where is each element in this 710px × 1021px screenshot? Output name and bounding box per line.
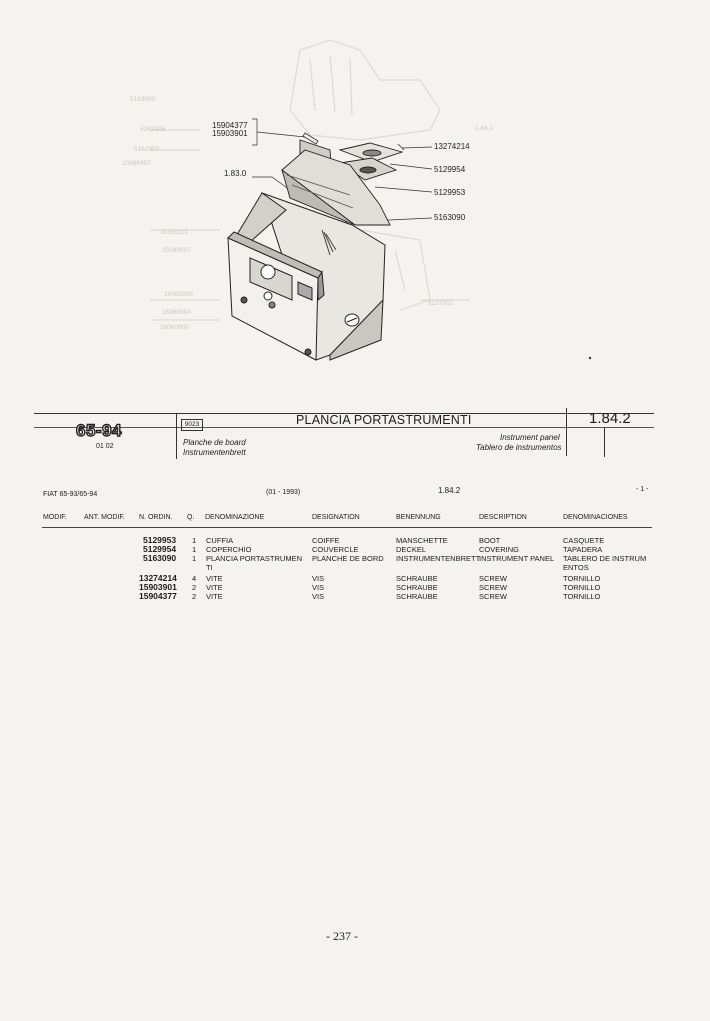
- part-name-de: SCHRAUBE: [396, 574, 438, 583]
- info-model: FIAT 65-93/65-94: [43, 491, 98, 498]
- header-divider-far: [604, 427, 605, 457]
- ghost-callout: 5127052: [428, 300, 454, 307]
- part-name-it: VITE: [206, 592, 223, 601]
- part-name-en: SCREW: [479, 574, 507, 583]
- part-number: 5129953: [143, 535, 177, 545]
- part-name-it: PLANCIA PORTASTRUMEN: [206, 554, 302, 563]
- part-name-es: TAPADERA: [563, 545, 603, 554]
- header-divider-right: [566, 408, 567, 456]
- table-row: [0, 536, 710, 545]
- callout-5129953: 5129953: [434, 188, 466, 197]
- table-row: [0, 563, 710, 572]
- part-name-en: COVERING: [479, 545, 520, 554]
- part-name-it: VITE: [206, 583, 223, 592]
- part-name-fr: PLANCHE DE BORD: [312, 554, 384, 563]
- part-name-es: TORNILLO: [563, 583, 601, 592]
- part-name-fr: VIS: [312, 574, 325, 583]
- page-reference: 1.84.2: [589, 410, 631, 427]
- exploded-diagram: [0, 0, 710, 400]
- part-number: 5163090: [143, 553, 177, 563]
- callout-1-83-0: 1.83.0: [224, 169, 247, 178]
- model-logo: 65-94: [76, 421, 122, 440]
- info-ref: 1.84.2: [438, 486, 461, 495]
- part-name-es: CASQUETE: [563, 536, 605, 545]
- ghost-callout: 1.84.1: [475, 125, 494, 132]
- part-name-fr: VIS: [312, 583, 325, 592]
- ghost-callout: 16156111: [160, 229, 188, 236]
- part-name-fr: COUVERCLE: [312, 545, 359, 554]
- section-code: 9023: [181, 419, 203, 431]
- part-name-it: COPERCHIO: [206, 545, 252, 554]
- part-name-de: MANSCHETTE: [396, 536, 448, 545]
- part-number: 5129954: [143, 544, 177, 554]
- ghost-callout: 15060909: [164, 291, 193, 298]
- part-name-fr: COIFFE: [312, 536, 340, 545]
- part-qty: 2: [192, 592, 197, 601]
- ghost-callout: 5162907: [134, 146, 160, 153]
- part-name-en: SCREW: [479, 592, 507, 601]
- header-divider-left: [176, 413, 177, 459]
- part-name-it: CUFFIA: [206, 536, 234, 545]
- table-row: [0, 574, 710, 583]
- part-name-es: TORNILLO: [563, 574, 601, 583]
- part-qty: 2: [192, 583, 197, 592]
- callout-5163090: 5163090: [434, 213, 466, 222]
- table-row: [0, 554, 710, 563]
- ghost-callout: 5163090: [130, 96, 156, 103]
- col-description: DESCRIPTION: [479, 514, 527, 521]
- model-code: 01 02: [96, 443, 114, 450]
- part-number: 13274214: [139, 573, 177, 583]
- subtitle-french: Planche de board: [183, 438, 246, 447]
- part-name-es: ENTOS: [563, 563, 589, 572]
- col-designation: DESIGNATION: [312, 514, 360, 521]
- part-qty: 4: [192, 574, 197, 583]
- part-name-de: INSTRUMENTENBRETT: [396, 554, 481, 563]
- part-name-es: TABLERO DE INSTRUM: [563, 554, 647, 563]
- ghost-callout: 15060907: [162, 247, 191, 254]
- part-qty: 1: [192, 536, 197, 545]
- table-row: [0, 583, 710, 592]
- col-ant-modif: ANT. MODIF.: [84, 514, 125, 521]
- ghost-callout: 10080457: [122, 160, 151, 167]
- part-number: 15903901: [139, 582, 177, 592]
- page-title: PLANCIA PORTASTRUMENTI: [296, 413, 472, 427]
- header-mid-rule: [34, 427, 654, 428]
- col-denominazione: DENOMINAZIONE: [205, 514, 265, 521]
- table-row: [0, 592, 710, 601]
- part-qty: 1: [192, 545, 197, 554]
- callout-5129954: 5129954: [434, 165, 466, 174]
- info-dates: (01 - 1993): [266, 489, 301, 496]
- col-modif: MODIF.: [43, 514, 67, 521]
- part-name-en: BOOT: [479, 536, 501, 545]
- column-rule: [42, 527, 652, 528]
- part-name-fr: VIS: [312, 592, 325, 601]
- info-sheet: - 1 -: [636, 486, 649, 493]
- page-number: - 237 -: [326, 929, 358, 943]
- part-qty: 1: [192, 554, 197, 563]
- subtitle-german: Instrumentenbrett: [183, 448, 246, 457]
- ghost-callout: 16060904: [162, 309, 191, 316]
- part-name-it: VITE: [206, 574, 223, 583]
- part-number: 15904377: [139, 591, 177, 601]
- col-benennung: BENENNUNG: [396, 514, 441, 521]
- part-name-de: SCHRAUBE: [396, 583, 438, 592]
- callout-15903901: 15903901: [212, 129, 248, 138]
- callout-15904377: 15904377: [212, 121, 248, 130]
- col-denominaciones: DENOMINACIONES: [563, 514, 628, 521]
- subtitle-english: Instrument panel: [500, 433, 560, 442]
- col-qty: Q.: [187, 514, 195, 521]
- part-name-it: TI: [206, 563, 213, 572]
- part-name-en: SCREW: [479, 583, 507, 592]
- callout-13274214: 13274214: [434, 142, 470, 151]
- part-name-en: INSTRUMENT PANEL: [479, 554, 555, 563]
- part-name-de: DECKEL: [396, 545, 427, 554]
- part-name-de: SCHRAUBE: [396, 592, 438, 601]
- table-row: [0, 545, 710, 554]
- col-ordin: N. ORDIN.: [139, 514, 173, 521]
- ghost-callout: 5162906: [140, 126, 166, 133]
- subtitle-spanish: Tablero de instrumentos: [476, 443, 562, 452]
- ghost-callout: 16060900: [160, 324, 189, 331]
- mark-dot: [589, 357, 591, 359]
- part-name-es: TORNILLO: [563, 592, 601, 601]
